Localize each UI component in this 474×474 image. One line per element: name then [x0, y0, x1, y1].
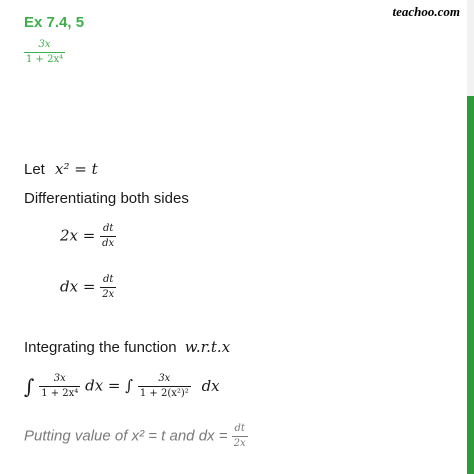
- int-rhs-numerator: 3x: [138, 374, 191, 387]
- let-label: Let: [24, 161, 45, 178]
- differentiating-line: Differentiating both sides: [24, 190, 189, 207]
- question-expression: [24, 40, 65, 65]
- integrating-math: w.r.t.x: [184, 338, 231, 356]
- eq1-numerator: dt: [100, 224, 116, 237]
- eq2-left: dx =: [60, 277, 96, 296]
- int-lhs-denominator: 1 + 2x⁴: [41, 388, 79, 399]
- putting-numerator: dt: [232, 424, 248, 437]
- question-denominator: 1 + 2x⁴: [26, 54, 64, 65]
- int-rhs-denominator: 1 + 2(x²)²: [139, 388, 189, 399]
- eq1-left: 2x =: [60, 226, 96, 245]
- integral-equation: [24, 374, 220, 399]
- let-line: [24, 160, 98, 178]
- putting-text: Putting value of x² = t and dx =: [24, 427, 228, 445]
- question-numerator: 3x: [24, 40, 65, 53]
- eq1-denominator: dx: [102, 238, 115, 249]
- integrating-line: [24, 338, 230, 356]
- exercise-title: Ex 7.4, 5: [24, 14, 85, 31]
- brand-logo: teachoo.com: [392, 4, 460, 19]
- int-lhs-dx: dx = ∫: [85, 376, 134, 395]
- int-rhs-dx: dx: [201, 376, 220, 395]
- putting-denominator: 2x: [233, 438, 246, 449]
- int-lhs-numerator: 3x: [39, 374, 80, 387]
- eq2-denominator: 2x: [102, 289, 115, 300]
- eq2-numerator: dt: [100, 275, 116, 288]
- derivative-equation: [60, 224, 116, 249]
- putting-value-line: [24, 424, 248, 449]
- let-math: x² = t: [55, 160, 98, 178]
- integral-sign-icon: ∫: [24, 374, 35, 399]
- dx-equation: [60, 275, 116, 300]
- integrating-label: Integrating the function: [24, 339, 177, 356]
- scrollbar-thumb[interactable]: [467, 96, 474, 474]
